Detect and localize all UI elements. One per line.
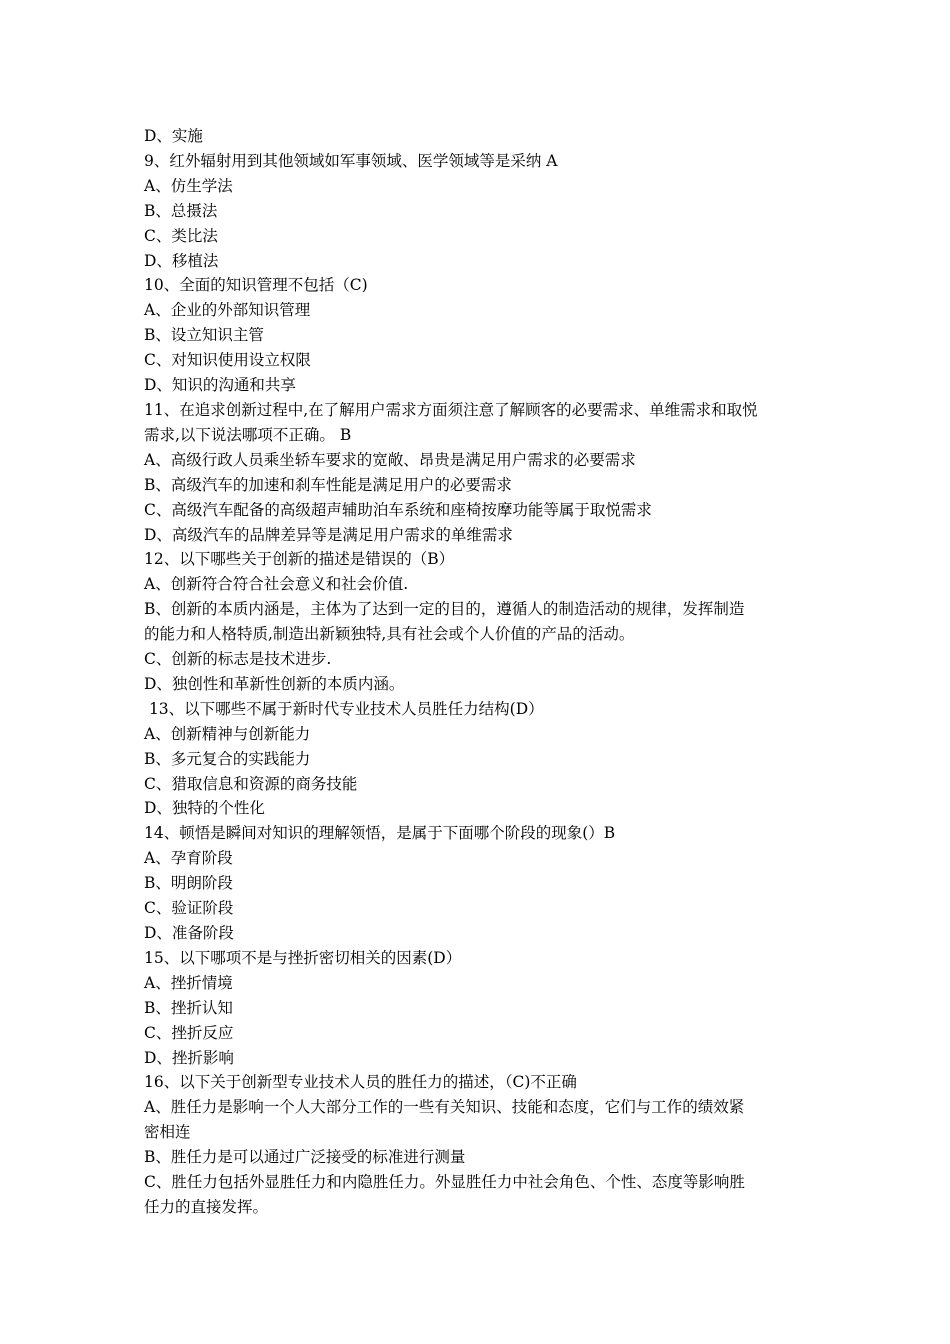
- option-line: B、高级汽车的加速和刹车性能是满足用户的必要需求: [144, 475, 512, 494]
- question-line: 13、以下哪些不属于新时代专业技术人员胜任力结构(D）: [144, 699, 544, 718]
- option-line: A、创新符合符合社会意义和社会价值.: [144, 575, 409, 594]
- question-line: 15、以下哪项不是与挫折密切相关的因素(D）: [144, 948, 462, 967]
- option-line: D、知识的沟通和共享: [144, 376, 296, 395]
- option-line: B、明朗阶段: [144, 874, 233, 893]
- option-line: C、创新的标志是技术进步.: [144, 650, 332, 669]
- option-line: D、独创性和革新性创新的本质内涵。: [144, 674, 405, 693]
- option-line: B、设立知识主管: [144, 326, 264, 345]
- option-line: B、创新的本质内涵是，主体为了达到一定的目的，遵循人的制造活动的规律，发挥制造: [144, 600, 745, 619]
- option-line: A、高级行政人员乘坐轿车要求的宽敞、昂贵是满足用户需求的必要需求: [144, 450, 636, 469]
- option-line: D、实施: [144, 127, 203, 145]
- option-line: A、创新精神与创新能力: [144, 724, 311, 743]
- option-line: D、高级汽车的品牌差异等是满足用户需求的单维需求: [144, 525, 513, 544]
- option-line: C、对知识使用设立权限: [144, 351, 311, 370]
- option-line: C、挫折反应: [144, 1023, 234, 1042]
- option-line: D、移植法: [144, 251, 219, 270]
- document-body: [144, 124, 812, 1220]
- option-line: C、类比法: [144, 226, 218, 245]
- option-line: C、高级汽车配备的高级超声辅助泊车系统和座椅按摩功能等属于取悦需求: [144, 500, 652, 519]
- option-line: A、挫折情境: [144, 973, 233, 992]
- question-line: 9、红外辐射用到其他领域如军事领域、医学领域等是采纳 A: [144, 151, 558, 170]
- option-line: A、企业的外部知识管理: [144, 301, 311, 320]
- option-line: A、胜任力是影响一个人大部分工作的一些有关知识、技能和态度，它们与工作的绩效紧: [144, 1098, 745, 1117]
- option-line: C、猎取信息和资源的商务技能: [144, 774, 358, 793]
- question-line: 12、以下哪些关于创新的描述是错误的（B）: [144, 550, 455, 569]
- option-line: C、胜任力包括外显胜任力和内隐胜任力。外显胜任力中社会角色、个性、态度等影响胜: [144, 1173, 745, 1192]
- question-continuation-line: 需求,以下说法哪项不正确。 B: [144, 425, 352, 444]
- option-line: A、仿生学法: [144, 176, 233, 195]
- option-line: A、孕育阶段: [144, 849, 233, 868]
- question-line: 16、以下关于创新型专业技术人员的胜任力的描述，（C)不正确: [144, 1073, 577, 1092]
- option-line: D、独特的个性化: [144, 799, 265, 818]
- question-line: 14、顿悟是瞬间对知识的理解领悟，是属于下面哪个阶段的现象(）B: [144, 824, 616, 843]
- option-continuation-line: 任力的直接发挥。: [144, 1197, 269, 1216]
- option-line: D、挫折影响: [144, 1048, 234, 1067]
- question-line: 10、全面的知识管理不包括（C): [144, 276, 368, 295]
- option-line: B、多元复合的实践能力: [144, 749, 311, 768]
- option-line: B、总摄法: [144, 201, 218, 220]
- option-continuation-line: 密相连: [144, 1123, 191, 1142]
- option-line: B、挫折认知: [144, 998, 233, 1017]
- option-line: C、验证阶段: [144, 899, 234, 918]
- option-continuation-line: 的能力和人格特质,制造出新颖独特,具有社会或个人价值的产品的活动。: [144, 625, 635, 644]
- option-line: D、准备阶段: [144, 924, 234, 942]
- question-line: 11、在追求创新过程中,在了解用户需求方面须注意了解顾客的必要需求、单维需求和取悦: [144, 400, 758, 419]
- option-line: B、胜任力是可以通过广泛接受的标准进行测量: [144, 1148, 466, 1167]
